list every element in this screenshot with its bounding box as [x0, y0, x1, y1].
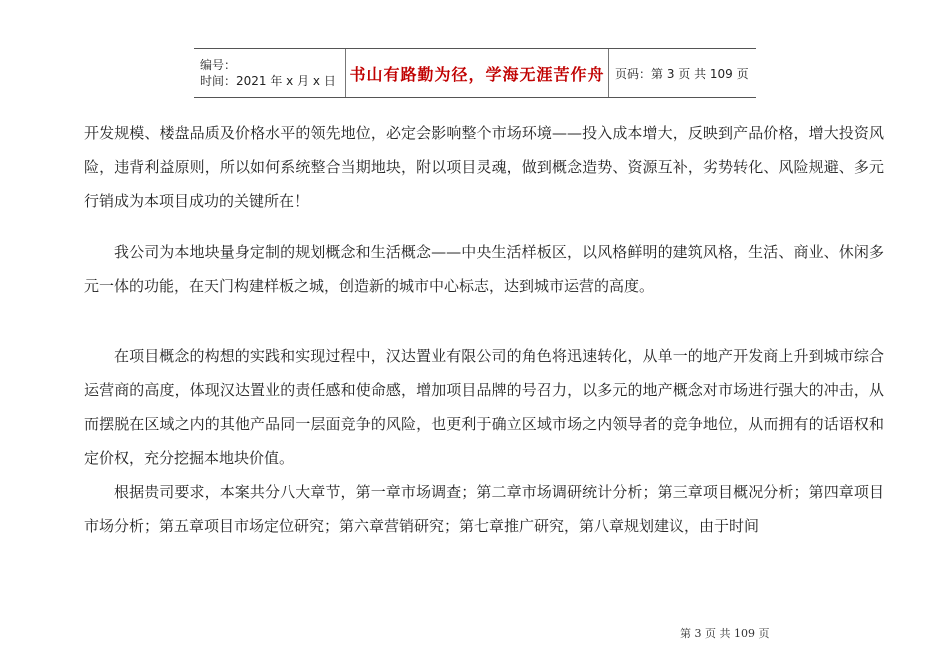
document-body: [84, 116, 884, 543]
header-motto: 书山有路勤为径，学海无涯苦作舟: [346, 49, 609, 97]
paragraph-4: 根据贵司要求，本案共分八大章节，第一章市场调查；第二章市场调研统计分析；第三章项目概况分析；第四章项目市场分析；第五章项目市场定位研究；第六章营销研究；第七章推广研究，第八章规划建议，由于时间: [84, 483, 884, 535]
paragraph-2: 我公司为本地块量身定制的规划概念和生活概念——中央生活样板区，以风格鲜明的建筑风格，生活、商业、休闲多元一体的功能，在天门构建样板之城，创造新的城市中心标志，达到城市运营的高度。: [84, 243, 884, 295]
document-date: 时间：2021 年 x 月 x 日: [200, 74, 336, 88]
paragraph-1: 开发规模、楼盘品质及价格水平的领先地位，必定会影响整个市场环境——投入成本增大，反映到产品价格，增大投资风险，违背利益原则，所以如何系统整合当期地块，附以项目灵魂，做到概念造势、资源互补，劣势转化、风险规避、多元行销成为本项目成功的关键所在！: [84, 124, 884, 210]
paragraph-3: 在项目概念的构想的实践和实现过程中，汉达置业有限公司的角色将迅速转化，从单一的地产开发商上升到城市综合运营商的高度，体现汉达置业的责任感和使命感，增加项目品牌的号召力，以多元的地产概念对市场进行强大的冲击，从而摆脱在区域之内的其他产品同一层面竞争的风险，也更利于确立区域市场之内领导者的竞争地位，从而拥有的话语权和定价权，充分挖掘本地块价值。: [84, 347, 884, 467]
page-footer: 第 3 页 共 109 页: [680, 627, 770, 640]
header-page-number: 页码：第 3 页 共 109 页: [615, 66, 749, 81]
page-header: [194, 48, 756, 98]
document-number: 编号：: [200, 58, 237, 72]
header-info: [194, 49, 346, 97]
